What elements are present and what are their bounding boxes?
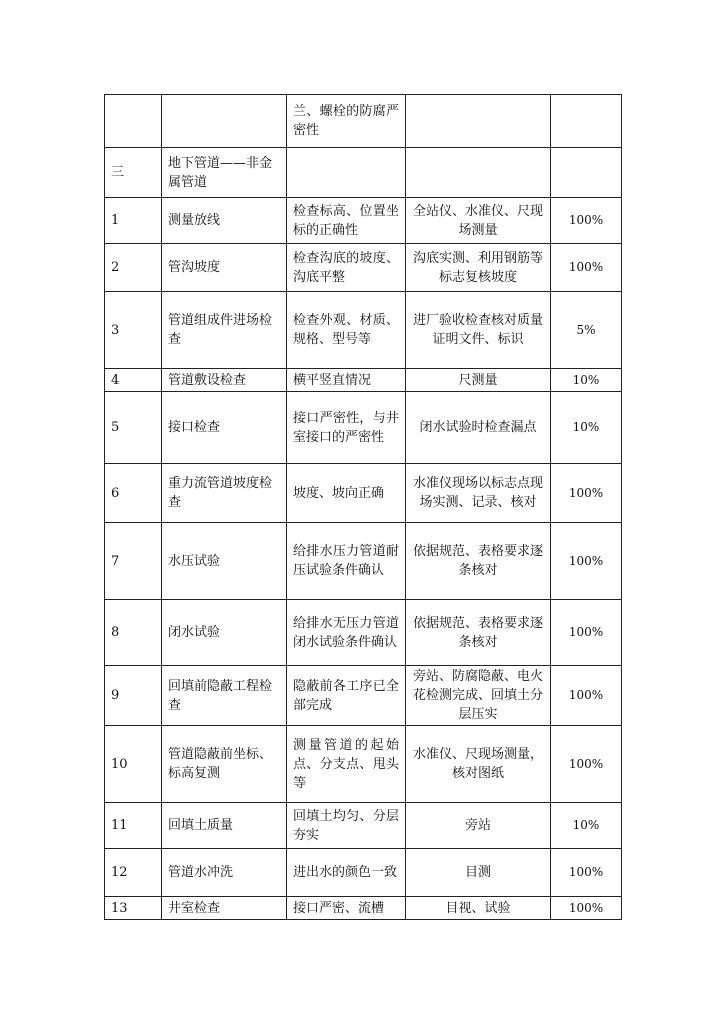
- inspection-content: 测量管道的起始点、分支点、甩头等: [287, 726, 406, 803]
- inspection-item: 重力流管道坡度检查: [162, 464, 287, 523]
- inspection-item: 管沟坡度: [162, 244, 287, 292]
- inspection-ratio: 100%: [551, 523, 622, 600]
- inspection-ratio: 10%: [551, 392, 622, 464]
- row-number: 8: [105, 600, 162, 666]
- inspection-content: 坡度、坡向正确: [287, 464, 406, 523]
- inspection-method: [406, 95, 551, 148]
- inspection-content: 检查沟底的坡度、沟底平整: [287, 244, 406, 292]
- table-row: [105, 523, 622, 600]
- inspection-method: 依据规范、表格要求逐条核对: [406, 600, 551, 666]
- row-number: 13: [105, 897, 162, 920]
- inspection-method: 依据规范、表格要求逐条核对: [406, 523, 551, 600]
- inspection-item: 回填土质量: [162, 803, 287, 849]
- inspection-method: 目视、试验: [406, 897, 551, 920]
- inspection-method: 沟底实测、利用钢筋等标志复核坡度: [406, 244, 551, 292]
- row-number: [105, 95, 162, 148]
- inspection-method: 进厂验收检查核对质量证明文件、标识: [406, 292, 551, 369]
- inspection-method: 旁站、防腐隐蔽、电火花检测完成、回填土分层压实: [406, 666, 551, 726]
- inspection-content: 回填土均匀、分层夯实: [287, 803, 406, 849]
- inspection-method: 尺测量: [406, 369, 551, 392]
- row-number: 5: [105, 392, 162, 464]
- inspection-ratio: 5%: [551, 292, 622, 369]
- table-row: [105, 849, 622, 897]
- inspection-ratio: 100%: [551, 600, 622, 666]
- inspection-method: 全站仪、水准仪、尺现场测量: [406, 198, 551, 244]
- table-row: [105, 95, 622, 148]
- table-row: [105, 897, 622, 920]
- inspection-ratio: 100%: [551, 849, 622, 897]
- inspection-content: 接口严密、流槽: [287, 897, 406, 920]
- table-row: [105, 803, 622, 849]
- inspection-method: 目测: [406, 849, 551, 897]
- inspection-table: [104, 94, 622, 920]
- row-number: 3: [105, 292, 162, 369]
- inspection-ratio: 100%: [551, 244, 622, 292]
- table-row: [105, 292, 622, 369]
- inspection-ratio: 100%: [551, 726, 622, 803]
- inspection-content: 检查标高、位置坐标的正确性: [287, 198, 406, 244]
- table-row: [105, 244, 622, 292]
- row-number: 三: [105, 148, 162, 198]
- inspection-ratio: [551, 148, 622, 198]
- inspection-item: 接口检查: [162, 392, 287, 464]
- inspection-content: 隐蔽前各工序已全部完成: [287, 666, 406, 726]
- inspection-item: 管道敷设检查: [162, 369, 287, 392]
- inspection-content: 兰、螺栓的防腐严密性: [287, 95, 406, 148]
- table-row: [105, 148, 622, 198]
- inspection-method: 水准仪现场以标志点现场实测、记录、核对: [406, 464, 551, 523]
- row-number: 2: [105, 244, 162, 292]
- inspection-content: 横平竖直情况: [287, 369, 406, 392]
- inspection-ratio: 100%: [551, 198, 622, 244]
- row-number: 1: [105, 198, 162, 244]
- table-row: [105, 464, 622, 523]
- row-number: 12: [105, 849, 162, 897]
- inspection-item: 测量放线: [162, 198, 287, 244]
- table-row: [105, 392, 622, 464]
- inspection-method: 闭水试验时检查漏点: [406, 392, 551, 464]
- row-number: 9: [105, 666, 162, 726]
- inspection-content: [287, 148, 406, 198]
- inspection-ratio: 10%: [551, 369, 622, 392]
- inspection-ratio: 100%: [551, 897, 622, 920]
- table-row: [105, 600, 622, 666]
- table-row: [105, 666, 622, 726]
- inspection-ratio: 100%: [551, 666, 622, 726]
- inspection-content: 检查外观、材质、规格、型号等: [287, 292, 406, 369]
- inspection-content: 给排水压力管道耐压试验条件确认: [287, 523, 406, 600]
- table-row: [105, 369, 622, 392]
- inspection-content: 给排水无压力管道闭水试验条件确认: [287, 600, 406, 666]
- inspection-ratio: [551, 95, 622, 148]
- inspection-item: 水压试验: [162, 523, 287, 600]
- inspection-content: 接口严密性，与井室接口的严密性: [287, 392, 406, 464]
- inspection-method: 水准仪、尺现场测量，核对图纸: [406, 726, 551, 803]
- inspection-item: 闭水试验: [162, 600, 287, 666]
- inspection-item: [162, 95, 287, 148]
- inspection-item: 管道隐蔽前坐标、标高复测: [162, 726, 287, 803]
- row-number: 4: [105, 369, 162, 392]
- row-number: 11: [105, 803, 162, 849]
- inspection-method: 旁站: [406, 803, 551, 849]
- table-row: [105, 726, 622, 803]
- table-row: [105, 198, 622, 244]
- row-number: 10: [105, 726, 162, 803]
- inspection-item: 管道水冲洗: [162, 849, 287, 897]
- inspection-item: 回填前隐蔽工程检查: [162, 666, 287, 726]
- row-number: 6: [105, 464, 162, 523]
- inspection-item: 地下管道——非金属管道: [162, 148, 287, 198]
- inspection-item: 管道组成件进场检查: [162, 292, 287, 369]
- inspection-method: [406, 148, 551, 198]
- row-number: 7: [105, 523, 162, 600]
- inspection-ratio: 10%: [551, 803, 622, 849]
- inspection-content: 进出水的颜色一致: [287, 849, 406, 897]
- inspection-ratio: 100%: [551, 464, 622, 523]
- inspection-item: 井室检查: [162, 897, 287, 920]
